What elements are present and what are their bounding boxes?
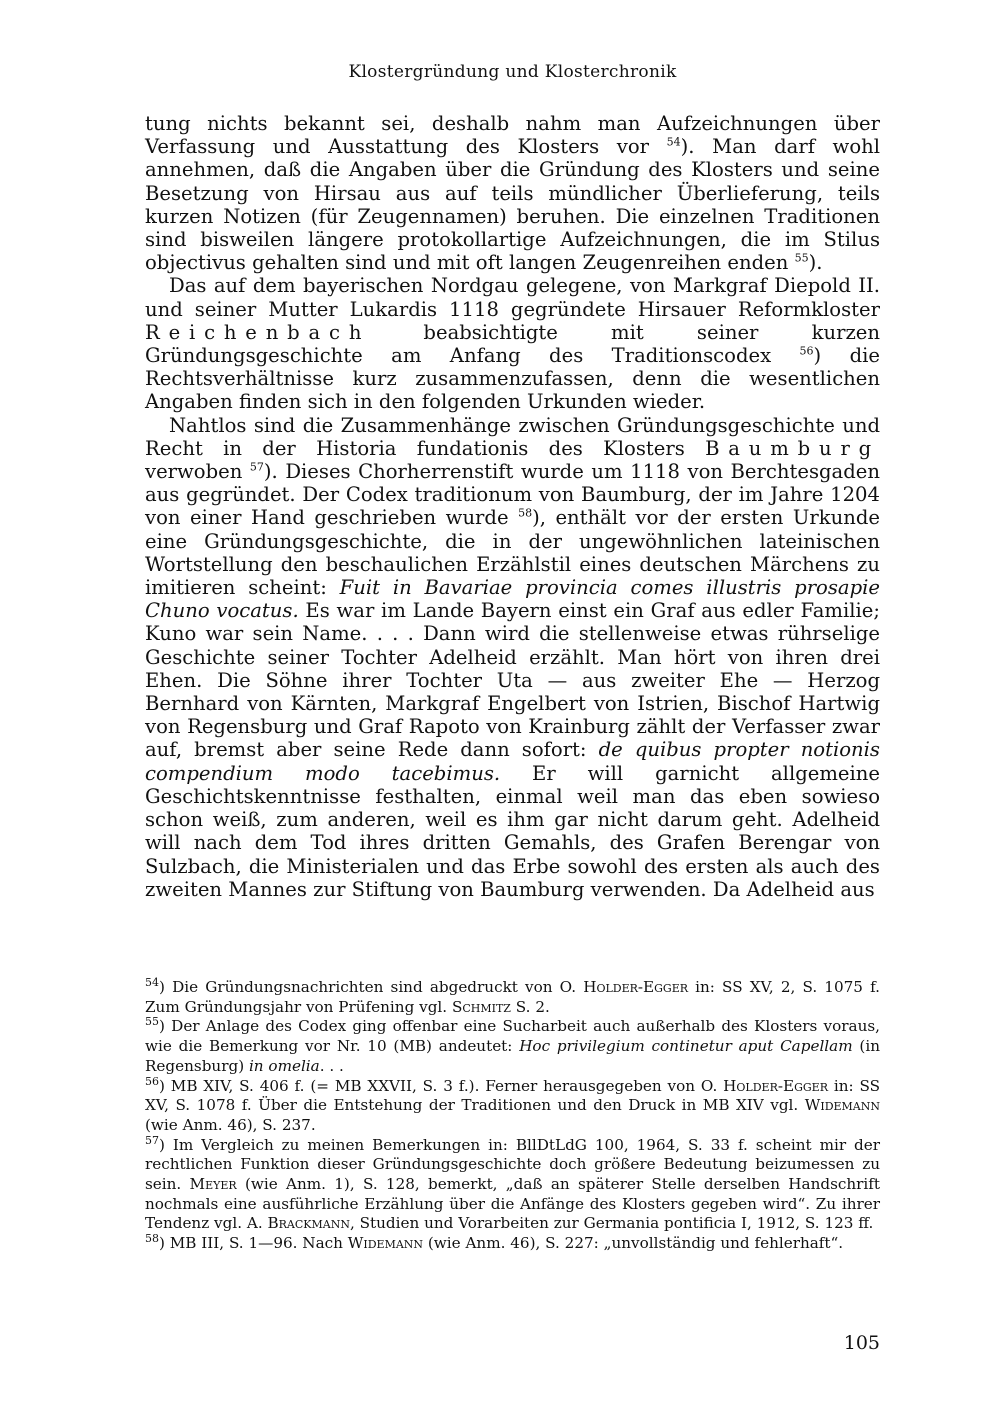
page-number: 105 bbox=[843, 1332, 880, 1354]
text-run: beabsichtigte mit seiner kurzen Gründungsgeschichte am Anfang des Traditionscodex bbox=[145, 320, 880, 368]
latin-quote-1: Fuit in Bavariae provincia comes illustris prosapie Chuno vocatus. bbox=[145, 576, 880, 623]
text-run: , Studien und Vorarbeiten zur Germania pontificia I, 1912, S. 123 ff. bbox=[349, 1214, 874, 1233]
author-name: Holder-Egger bbox=[583, 978, 689, 996]
footnote-ref-56[interactable]: 56 bbox=[799, 344, 814, 358]
text-run: ). bbox=[808, 251, 823, 275]
footnotes bbox=[145, 975, 880, 1254]
text-run: (wie Anm. 1), S. 128, bemerkt, „daß an späterer Stelle derselben Handschrift nochmals eine ausführliche Erzählung über die Anfänge des Klosters gegeben wird“. Zu ihrer Tendenz vgl. A. bbox=[145, 1175, 880, 1233]
text-run: ) MB XIV, S. 406 f. (= MB XXVII, S. 3 f.). Ferner herausgegeben von O. bbox=[159, 1076, 724, 1095]
text-run: tung nichts bekannt sei, deshalb nahm man Aufzeichnungen über Verfassung und Ausstattung des Klosters vor bbox=[145, 112, 880, 159]
author-name: Meyer bbox=[189, 1175, 237, 1194]
footnote-ref-57[interactable]: 57 bbox=[249, 460, 264, 474]
latin-quote: Hoc privilegium continetur aput Capellam bbox=[519, 1037, 853, 1056]
text-run: S. 2. bbox=[510, 997, 550, 1016]
text-run: verwoben bbox=[145, 460, 250, 484]
text-run: ), enthält vor der ersten Urkunde eine Gründungsgeschichte, die in der ungewöhnlichen lateinischen Wortstellung den beschaulichen Erzählstil eines deutschen Märchens zu imitieren scheint: bbox=[145, 506, 880, 600]
main-text bbox=[145, 112, 880, 901]
text-run: . . . bbox=[319, 1056, 344, 1075]
latin-quote-2: de quibus propter notionis compendium modo tacebimus. bbox=[145, 738, 880, 785]
text-run: ) MB III, S. 1—96. Nach bbox=[159, 1234, 348, 1253]
spaced-name-reichenbach: Reichenbach bbox=[145, 320, 371, 344]
footnote-55 bbox=[145, 1017, 880, 1076]
text-run: Er will garnicht allgemeine Geschichtskenntnisse festhalten, einmal weil man das eben sowieso schon weiß, zum anderen, weil es ihm gar nicht darum geht. Adelheid will nach dem Tod ihres dritten Gemahls, des Grafen Berengar von Sulzbach, die Ministerialen und das Erbe sowohl des ersten als auch des zweiten Mannes zur Stiftung von Baumburg verwenden. Da Adelheid aus bbox=[145, 761, 881, 901]
text-run: ) Der Anlage des Codex ging offenbar eine Sucharbeit auch außerhalb des Klosters voraus, wie die Bemerkung vor Nr. 10 (MB) andeutet: bbox=[145, 1017, 880, 1056]
footnote-56 bbox=[145, 1074, 880, 1136]
text-run: in: SS XV, 2, S. 1075 f. Zum Gründungsjahr von Prüfening vgl. bbox=[145, 978, 880, 1016]
latin-quote: in omelia bbox=[248, 1056, 320, 1075]
text-run: ) Im Vergleich zu meinen Bemerkungen in: BllDtLdG 100, 1964, S. 33 f. scheint mir der rechtlichen Funktion dieser Gründungsgeschichte doch größere Bedeutung beizumessen zu sein. bbox=[145, 1135, 880, 1194]
footnote-ref-54[interactable]: 54 bbox=[666, 135, 681, 149]
footnote-54 bbox=[145, 975, 880, 1017]
text-run: Es war im Lande Bayern einst ein Graf aus edler Familie; Kuno war sein Name. . . . Dann wird die stellenweise etwas rührselige Geschichte seiner Tochter Adelheid erzählt. Man hört von ihren drei Ehen. Die Söhne ihrer Tochter Uta — aus zweiter Ehe — Herzog Bernhard von Kärnten, Markgraf Engelbert von Istrien, Bischof Hartwig von Regensburg und Graf Rapoto von Krainburg zählt der Verfasser zwar auf, bremst aber seine Rede dann sofort: bbox=[145, 599, 881, 762]
text-run: (wie Anm. 46), S. 227: „unvollständig und fehlerhaft“. bbox=[423, 1234, 844, 1253]
author-name: Schmitz bbox=[451, 997, 511, 1016]
text-run: ). Man darf wohl annehmen, daß die Angaben über die Gründung des Klosters und seine Besetzung von Hirsau aus auf teils mündlicher Überlieferung, teils kurzen Notizen (für Zeugennamen) beruhen. Die einzelnen Traditionen sind bisweilen längere protokollartige Aufzeichnungen, die im Stilus objectivus gehalten sind und mit oft langen Zeugenreihen enden bbox=[145, 135, 881, 275]
text-run: Nahtlos sind die Zusammenhänge zwischen Gründungsgeschichte und Recht in der Historia fundationis des Klosters bbox=[145, 413, 880, 460]
author-name: Widemann bbox=[347, 1234, 424, 1253]
text-run: (in Regensburg) bbox=[145, 1037, 880, 1075]
footnote-57 bbox=[145, 1133, 880, 1235]
paragraph-1 bbox=[145, 112, 880, 274]
text-run: ) Die Gründungsnachrichten sind abgedruckt von O. bbox=[159, 978, 584, 996]
footnote-ref-58[interactable]: 58 bbox=[518, 506, 533, 520]
text-run: ). Dieses Chorherrenstift wurde um 1118 von Berchtesgaden aus gegründet. Der Codex traditionum von Baumburg, der im Jahre 1204 von einer Hand geschrieben wurde bbox=[145, 460, 880, 530]
footnote-58 bbox=[145, 1234, 880, 1254]
author-name: Holder-Egger bbox=[723, 1076, 828, 1095]
running-head: Klostergründung und Klosterchronik bbox=[348, 62, 677, 82]
author-name: Brackmann bbox=[267, 1214, 350, 1233]
text-run: Das auf dem bayerischen Nordgau gelegene, von Markgraf Diepold II. und seiner Mutter Lukardis 1118 gegründete Hirsauer Reformkloster bbox=[145, 274, 880, 321]
text-run: in: SS XV, S. 1078 f. Über die Entstehung der Traditionen und den Druck in MB XIV vgl. bbox=[145, 1076, 880, 1115]
footnote-number: 57 bbox=[145, 1133, 159, 1147]
footnote-number: 54 bbox=[145, 975, 159, 989]
footnote-number: 56 bbox=[145, 1074, 159, 1088]
footnote-ref-55[interactable]: 55 bbox=[794, 251, 809, 265]
paragraph-2 bbox=[145, 274, 880, 413]
footnote-number: 55 bbox=[145, 1015, 159, 1029]
spaced-name-baumburg: Baumburg bbox=[705, 436, 880, 460]
footnote-number: 58 bbox=[145, 1232, 159, 1246]
text-run: (wie Anm. 46), S. 237. bbox=[145, 1115, 316, 1134]
paragraph-3 bbox=[145, 414, 880, 901]
author-name: Widemann bbox=[804, 1096, 880, 1115]
text-run: ) die Rechtsverhältnisse kurz zusammenzufassen, denn die wesentlichen Angaben finden sich in den folgenden Urkunden wieder. bbox=[145, 344, 880, 414]
